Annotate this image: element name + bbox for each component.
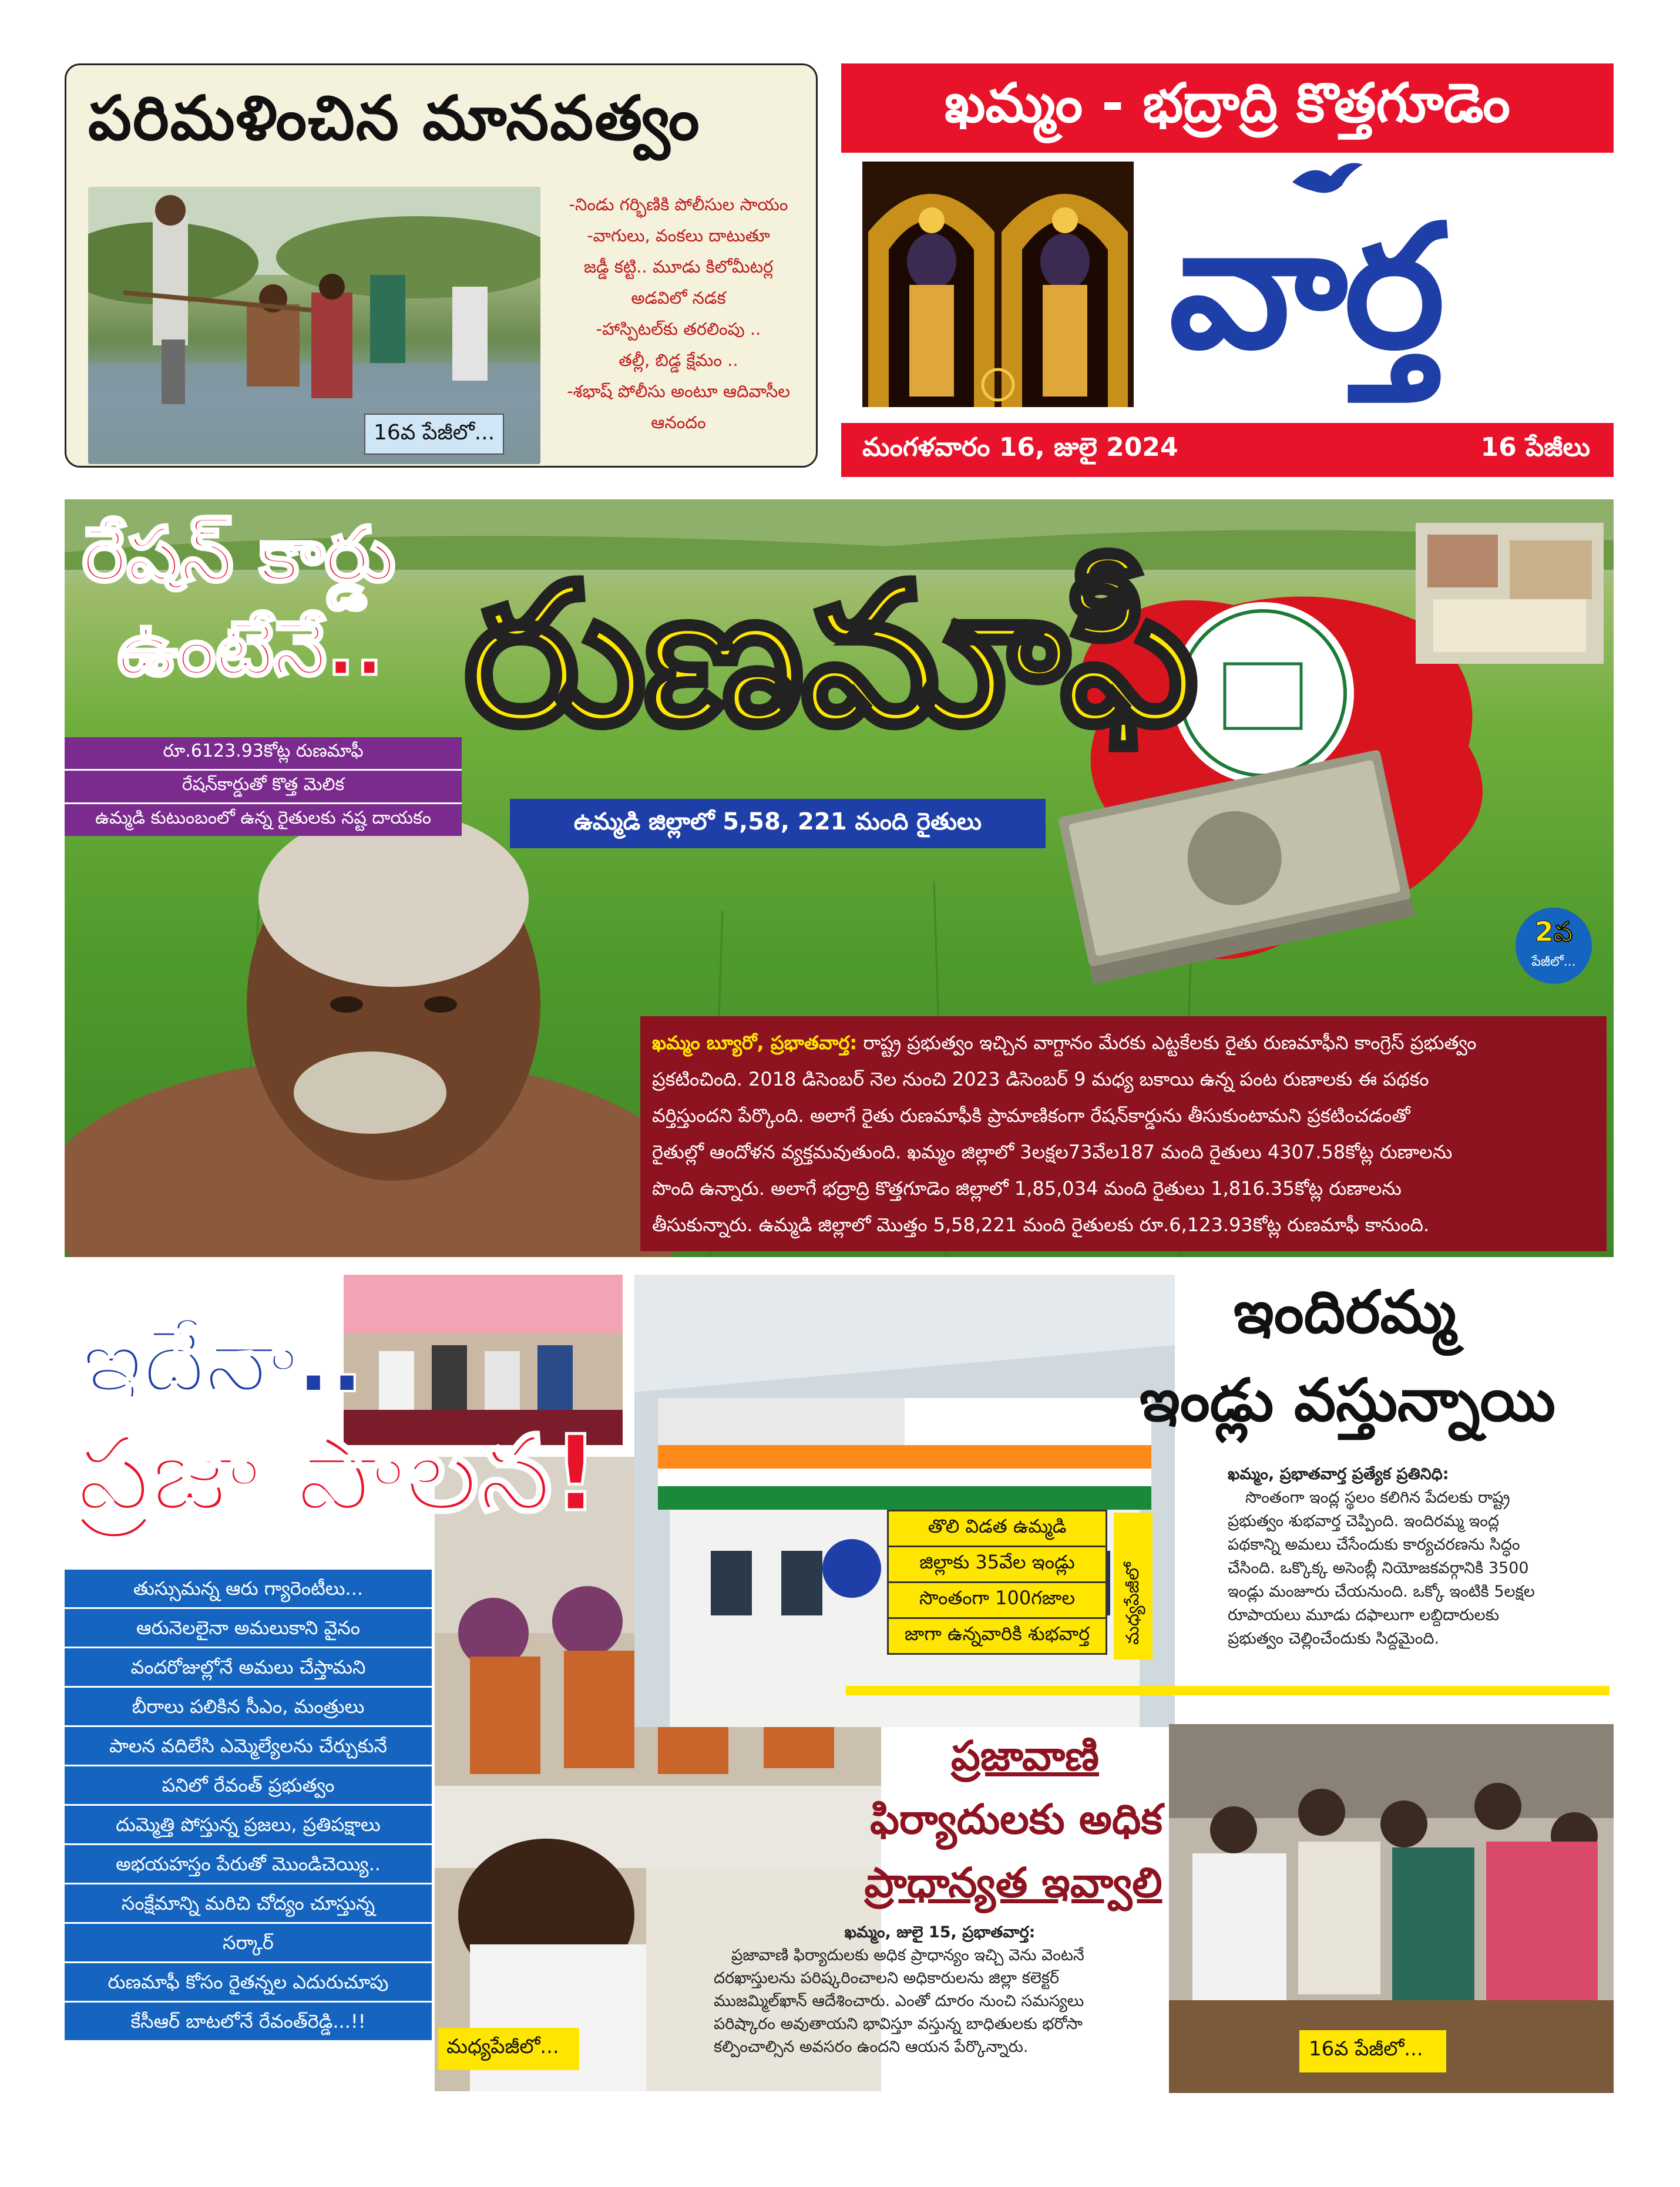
lead-body-line: ప్రకటించింది. 2018 డిసెంబర్ నెల నుంచి 2023 డిసెంబర్ 9 మధ్య బకాయి ఉన్న పంట రుణాలకు ఈ పథకం (652, 1068, 1429, 1090)
indiramma-body-line: ప్రభుత్వం చెల్లించేందుకు సిద్దమైంది. (1228, 1630, 1440, 1648)
lead-body-line: పొంది ఉన్నారు. అలాగే భద్రాద్రి కొత్తగూడెం జిల్లాలో 1,85,034 మంది రైతులు 1,816.35కోట్ల రుణాలను (652, 1177, 1402, 1200)
bullet-line: -హాస్పిటల్‌కు తరలింపు .. (596, 319, 761, 339)
lead-kicker-line1: రేషన్ కార్డు (82, 511, 395, 599)
point-line: ఆరునెలలైనా అమలుకాని వైనం (65, 1609, 432, 1648)
page-badge-text: పేజీలో... (1531, 955, 1576, 969)
indiramma-body-line: రూపాయలు మూడు దఫాలుగా లబ్దిదారులకు (1228, 1606, 1500, 1624)
lead-body-line: వర్తిస్తుందని పేర్కొంది. అలాగే రైతు రుణమాఫీకి ప్రామాణికంగా రేషన్‌కార్డును తీసుకుంటామని ప్రకటించడంతో (652, 1104, 1410, 1127)
point-line: పనిలో రేవంత్ ప్రభుత్వం (65, 1766, 432, 1806)
issue-date: మంగళవారం 16, జులై 2024 (862, 432, 1178, 462)
lead-body-line (652, 1024, 1595, 1061)
praja-palana-headline-2: ప్రజా పాలన! (76, 1413, 600, 1534)
lead-headline: రుణమాఫీ (464, 542, 1196, 768)
indiramma-body-line: ఇండ్లు మంజూరు చేయనుంది. ఒక్కో ఇంటికి 5లక్షల (1228, 1583, 1535, 1601)
edition-title: ఖమ్మం - భద్రాద్రి కొత్తగూడెం (945, 72, 1510, 135)
deity-image (862, 162, 1134, 407)
indiramma-body-line: పథకాన్ని అమలు చేసేందుకు కార్యచరణను సిద్ధం (1228, 1536, 1520, 1554)
prajavani-body-line: కల్పించాల్సిన అవసరం ఉందని ఆయన పేర్కొన్నారు. (714, 2038, 1029, 2056)
praja-palana-headline-1: ఇదేనా.. (82, 1310, 364, 1412)
praja-palana-points-box (65, 1570, 432, 2040)
point-line: తుస్సుమన్న ఆరు గ్యారెంటీలు... (65, 1570, 432, 1609)
prajavani-headline-line: ఫిర్యాదులకు అధిక (870, 1795, 1162, 1843)
lead-body-text: రాష్ట్ర ప్రభుత్వం ఇచ్చిన వాగ్దానం మేరకు ఎట్టకేలకు రైతు రుణమాఫీని కాంగ్రెస్ ప్రభుత్వం (857, 1032, 1477, 1054)
page-count: 16 పేజీలు (1480, 432, 1590, 462)
page-badge[interactable] (1516, 908, 1592, 984)
lead-farmer-count-tag (510, 799, 1046, 848)
info-line: సొంతంగా 100గజాల (889, 1583, 1106, 1619)
summary-line: రేషన్‌కార్డుతో కొత్త మెలిక (65, 771, 462, 804)
point-line: రుణమాఫీ కోసం రైతన్నల ఎదురుచూపు (65, 1963, 432, 2003)
indiramma-headline-2: ఇండ్లు వస్తున్నాయి (1140, 1366, 1556, 1435)
top-left-bullets (546, 189, 811, 438)
point-line: అభయహస్తం పేరుతో మొండిచెయ్యి.. (65, 1845, 432, 1884)
prajavani-body-line: ప్రజావాణి ఫిర్యాదులకు అధిక ప్రాధాన్యం ఇచ్చి వెను వెంటనే (731, 1946, 1084, 1964)
lead-byline: ఖమ్మం బ్యూరో, ప్రభాతవార్త: (652, 1032, 858, 1054)
point-line: దుమ్మెత్తి పోస్తున్న ప్రజలు, ప్రతిపక్షాలు (65, 1806, 432, 1845)
indiramma-house-image (634, 1275, 1175, 1727)
bullet-line: తల్లీ, బిడ్డ క్షేమం .. (619, 350, 738, 370)
bullet-line: -వాగులు, వంకలు దాటుతూ (587, 226, 770, 246)
summary-line: ఉమ్మడి కుటుంబంలో ఉన్న రైతులకు నష్ట దాయకం (95, 808, 431, 828)
bullet-line: జడ్డీ కట్టి.. మూడు కిలోమీటర్ల (583, 257, 774, 277)
bullet-line: అడవిలో నడక (631, 288, 726, 308)
indiramma-info-box (887, 1510, 1107, 1655)
prajavani-body-line: పరిష్కారం అవుతాయని భావిస్తూ వస్తున్న బాధితులకు భరోసా (714, 2015, 1083, 2033)
masthead-edition-bar (841, 63, 1614, 153)
page-ref-text: 16వ పేజీలో... (1309, 2037, 1423, 2061)
info-line: జిల్లాకు 35వేల ఇండ్లు (889, 1547, 1106, 1583)
page-badge-num: 2వ (1534, 916, 1573, 948)
praja-palana-page-ref[interactable] (438, 2028, 579, 2070)
indiramma-body-line: సొంతంగా ఇంద్ల స్థలం కలిగిన పేదలకు రాష్ట్ర (1245, 1489, 1510, 1507)
prajavani-headline (864, 1724, 1163, 1914)
section-divider (846, 1686, 1610, 1695)
side-ref-text: మధ్యపేజీలో (1123, 1562, 1143, 1645)
page-ref-text: 16వ పేజీలో... (374, 421, 495, 445)
prajavani-body-line: ముజమ్మిల్‌ఖాన్ ఆదేశించారు. ఎంతో దూరం నుంచి సమస్యలు (714, 1992, 1084, 2010)
prajavani-body-line: దరఖాస్తులను పరిష్కరించాలని అధికారులను జిల్లా కలెక్టర్ (714, 1969, 1059, 1987)
bullet-line: -నిండు గర్భిణికి పోలీసుల సాయం (569, 194, 788, 214)
farmer-count-text: ఉమ్మడి జిల్లాలో 5,58, 221 మంది రైతులు (573, 808, 982, 835)
point-line: సంక్షేమాన్ని మరిచి చోద్యం చూస్తున్న (65, 1884, 432, 1924)
lead-body-box (640, 1016, 1607, 1251)
prajavani-headline-line: ప్రజావాణి (951, 1732, 1099, 1780)
indiramma-byline: ఖమ్మం, ప్రభాతవార్త ప్రత్యేక ప్రతినిధి: (1228, 1465, 1449, 1483)
indiramma-body-line: ప్రభుత్వం శుభవార్త చెప్పింది. ఇందిరమ్మ ఇంద్ల (1228, 1512, 1500, 1530)
masthead-date-bar (841, 423, 1614, 477)
masthead-logo: వార్త (1169, 189, 1442, 387)
info-line: జాగా ఉన్నవారికి శుభవార్త (904, 1622, 1090, 1645)
point-line: వందరోజుల్లోనే అమలు చేస్తామని (65, 1648, 432, 1688)
bullet-line: ఆనందం (651, 412, 706, 432)
prajavani-page-ref[interactable] (1299, 2030, 1446, 2072)
indiramma-side-ref[interactable] (1114, 1513, 1153, 1659)
point-line: బీరాలు పలికిన సీఎం, మంత్రులు (65, 1688, 432, 1727)
page-ref-text: మధ్యపేజీలో... (446, 2035, 559, 2058)
indiramma-headline-1: ఇందిరమ్మ (1234, 1278, 1456, 1346)
point-line: కేసీఆర్ బాటలోనే రేవంత్‌రెడ్డి...!! (130, 2010, 366, 2033)
prajavani-headline-line: ప్రాధాన్యత ఇవ్వాలి (864, 1859, 1162, 1907)
top-left-headline: పరిమళించిన మానవత్వం (88, 82, 701, 154)
indiramma-story (1228, 1463, 1610, 1651)
bullet-line: -శభాష్ పోలీసు అంటూ ఆదివాసీల (567, 381, 790, 401)
info-line: తొలి విడత ఉమ్మడి (889, 1511, 1106, 1547)
indiramma-body-line: చేసింది. ఒక్కొక్క అసెంబ్లీ నియోజకవర్గానికి 3500 (1228, 1559, 1529, 1577)
lead-body-line: తీసుకున్నారు. ఉమ్మడి జిల్లాలో మొత్తం 5,58,221 మంది రైతులకు రూ.6,123.93కోట్ల రుణమాఫీ కానుంది. (652, 1214, 1430, 1236)
point-line: పాలన వదిలేసి ఎమ్మెల్యేలను చేర్చుకునే (65, 1727, 432, 1766)
point-line: సర్కార్ (65, 1924, 432, 1963)
summary-line: రూ.6123.93కోట్ల రుణమాఫీ (65, 737, 462, 771)
prajavani-story (714, 1921, 1166, 2058)
top-left-page-ref[interactable] (364, 414, 504, 455)
lead-purple-summary (65, 737, 462, 836)
prajavani-byline: ఖమ్మం, జులై 15, ప్రభాతవార్త: (844, 1923, 1036, 1941)
lead-body-line: రైతుల్లో ఆందోళన వ్యక్తమవుతుంది. ఖమ్మం జిల్లాలో 3లక్షల73వేల187 మంది రైతులు 4307.58కోట్ల రుణాలను (652, 1141, 1453, 1163)
lead-kicker-line2: ఉంటేనే.. (117, 605, 384, 693)
